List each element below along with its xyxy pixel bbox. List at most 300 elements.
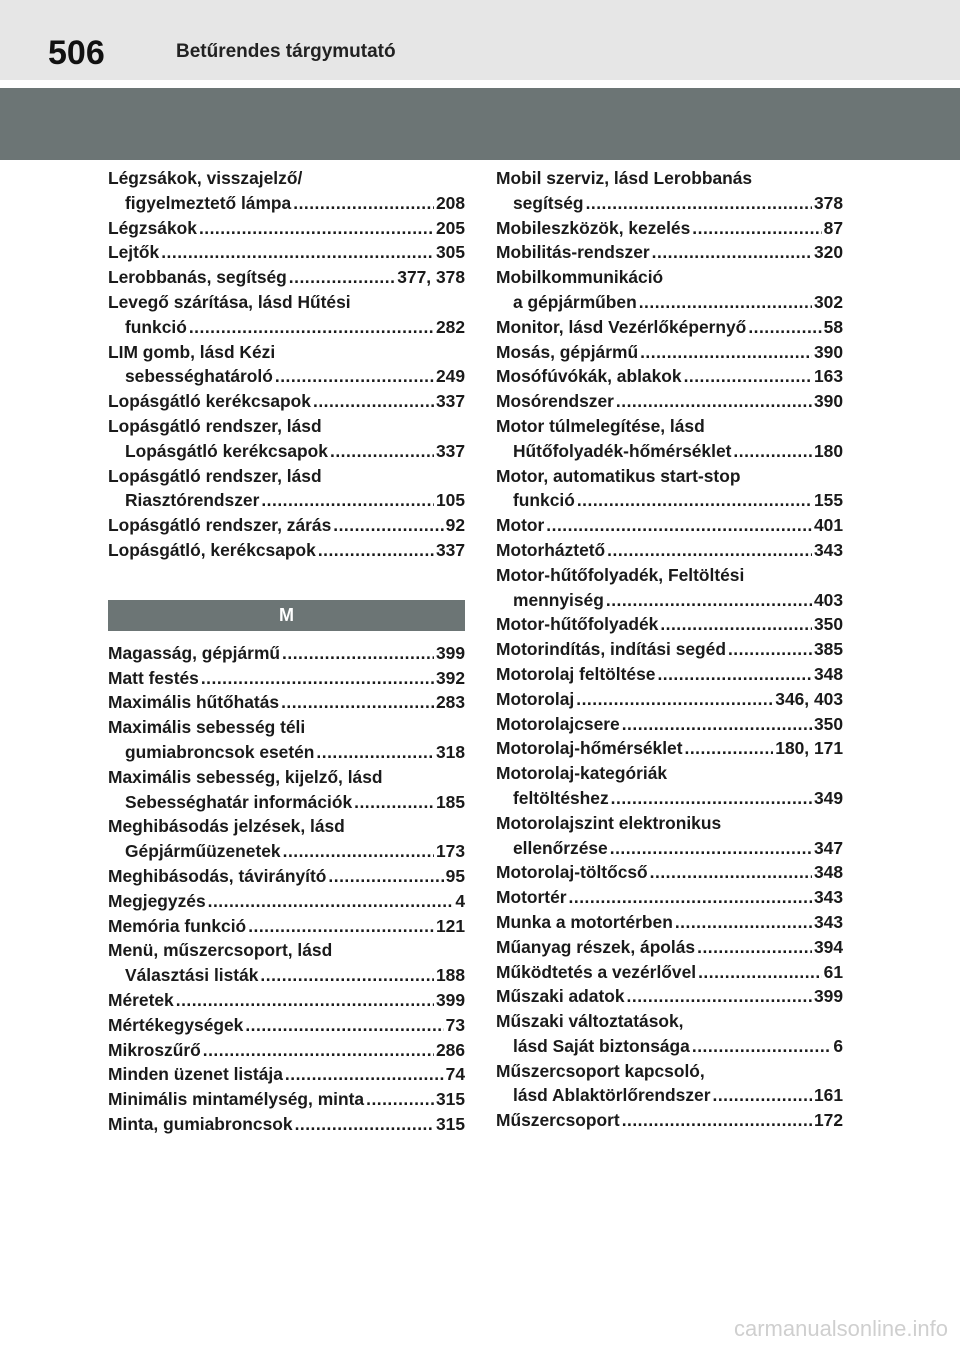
index-entry-text: Motorolajszint elektronikus (496, 812, 722, 833)
index-entry (496, 414, 843, 464)
index-entry (496, 265, 843, 315)
index-column-left (108, 166, 465, 1137)
index-entry-line (496, 736, 843, 761)
index-entry (496, 166, 843, 216)
dot-leader (733, 439, 812, 464)
index-entry-line (108, 290, 465, 315)
index-entry-line (496, 216, 843, 241)
index-entry (496, 687, 843, 712)
index-entry-line (108, 240, 465, 265)
dot-leader (161, 240, 434, 265)
index-entry-line (496, 984, 843, 1009)
index-entry-text: Riasztórendszer (125, 490, 260, 511)
index-entry (108, 1087, 465, 1112)
index-entry-line (108, 389, 465, 414)
index-entry (108, 265, 465, 290)
index-column-right (496, 166, 843, 1133)
index-entry-text: LIM gomb, lásd Kézi (108, 341, 276, 362)
index-page-ref: 163 (813, 366, 843, 387)
index-entry-line (496, 1083, 843, 1108)
index-entry (496, 240, 843, 265)
dot-leader (295, 1112, 434, 1137)
index-entry-text: Működtetés a vezérlővel (496, 961, 697, 982)
index-page-ref: 205 (435, 217, 465, 238)
index-entry-line (496, 464, 843, 489)
index-page-ref: 337 (435, 539, 465, 560)
index-entry-line (496, 1108, 843, 1133)
index-entry-text: Maximális sebesség téli (108, 717, 306, 738)
dot-leader (639, 290, 812, 315)
index-page-ref: 350 (813, 713, 843, 734)
index-entry-text: Műszercsoport (496, 1110, 620, 1131)
index-entry-line (108, 715, 465, 740)
index-page-ref: 377, 378 (397, 267, 465, 288)
dot-leader (627, 984, 812, 1009)
index-entry-text: Méretek (108, 989, 174, 1010)
index-entry-text: Motor túlmelegítése, lásd (496, 415, 705, 436)
index-entry-line (496, 910, 843, 935)
index-entry-text: Memória funkció (108, 915, 247, 936)
index-entry (496, 538, 843, 563)
index-entry (496, 612, 843, 637)
index-entry-line (108, 1112, 465, 1137)
dot-leader (692, 1034, 831, 1059)
index-entry-line (496, 265, 843, 290)
dot-leader (208, 889, 454, 914)
index-entry-text: Lejtők (108, 242, 160, 263)
index-page-ref: 399 (435, 989, 465, 1010)
dot-leader (657, 662, 812, 687)
index-entry (108, 814, 465, 864)
index-entry-line (108, 1062, 465, 1087)
index-entry-text: Maximális sebesség, kijelző, lásd (108, 766, 383, 787)
index-entry (496, 389, 843, 414)
dot-leader (283, 839, 434, 864)
index-page-ref: 302 (813, 291, 843, 312)
index-entry (496, 513, 843, 538)
index-entry-text: Műszercsoport kapcsoló, (496, 1060, 705, 1081)
index-entry-text: Magasság, gépjármű (108, 642, 281, 663)
index-page-ref: 95 (445, 865, 465, 886)
index-entry (496, 736, 843, 761)
index-entry-line (496, 389, 843, 414)
dot-leader (622, 1108, 812, 1133)
index-entry-text: Mosófúvókák, ablakok (496, 366, 682, 387)
index-entry-text: lásd Saját biztonsága (513, 1035, 690, 1056)
index-entry-text: Motor-hűtőfolyadék (496, 614, 659, 635)
index-entry-line (108, 666, 465, 691)
watermark: carmanualsonline.info (733, 1316, 948, 1341)
index-entry-text: Matt festés (108, 667, 199, 688)
index-page-ref: 390 (813, 391, 843, 412)
index-page-ref: 161 (813, 1085, 843, 1106)
index-entry-line (108, 488, 465, 513)
index-page-ref: 392 (435, 667, 465, 688)
index-page-ref: 185 (435, 791, 465, 812)
index-entry (496, 910, 843, 935)
dot-leader (569, 885, 812, 910)
index-entry-line (108, 839, 465, 864)
index-entry-text: feltöltéshez (513, 787, 609, 808)
index-entry-line (496, 1059, 843, 1084)
dot-leader (606, 588, 812, 613)
index-entry-line (108, 765, 465, 790)
index-entry-text: Lopásgátló kerékcsapok (125, 440, 328, 461)
index-page-ref: 315 (435, 1089, 465, 1110)
index-page-ref: 6 (833, 1035, 843, 1056)
dot-leader (660, 612, 812, 637)
index-entry (108, 1038, 465, 1063)
dot-leader (199, 216, 434, 241)
dot-leader (607, 538, 812, 563)
index-entry (108, 464, 465, 514)
index-entry-text: Műanyag részek, ápolás (496, 936, 696, 957)
index-entry-line (108, 315, 465, 340)
index-page-ref: 343 (813, 539, 843, 560)
index-entry-line (108, 191, 465, 216)
index-page-ref: 350 (813, 614, 843, 635)
index-entry-line (108, 439, 465, 464)
index-entry-line (108, 364, 465, 389)
dot-leader (316, 740, 434, 765)
index-entry-text: Motortér (496, 887, 567, 908)
index-page-ref: 403 (813, 589, 843, 610)
dot-leader (354, 790, 434, 815)
dot-leader (698, 960, 822, 985)
index-entry-text: Mikroszűrő (108, 1039, 201, 1060)
index-page-ref: 249 (435, 366, 465, 387)
index-entry-line (496, 538, 843, 563)
index-entry-text: Meghibásodás, távirányító (108, 865, 327, 886)
index-entry-line (496, 414, 843, 439)
index-entry-line (496, 1009, 843, 1034)
index-entry (496, 1009, 843, 1059)
section-gap (108, 563, 465, 600)
header-band (0, 88, 960, 160)
index-entry-text: gumiabroncsok esetén (125, 741, 315, 762)
dot-leader (293, 191, 434, 216)
index-entry (108, 1062, 465, 1087)
index-entry-text: Minimális mintamélység, minta (108, 1089, 365, 1110)
dot-leader (245, 1013, 443, 1038)
index-entry (496, 563, 843, 613)
index-entry-text: Műszaki változtatások, (496, 1011, 684, 1032)
index-entry-line (496, 960, 843, 985)
index-entry (108, 690, 465, 715)
index-page-ref: 320 (813, 242, 843, 263)
index-entry-text: Mosórendszer (496, 391, 614, 412)
index-entry-text: funkció (513, 490, 575, 511)
dot-leader (333, 513, 443, 538)
index-page-ref: 4 (455, 890, 465, 911)
index-list-m-continued (496, 166, 843, 1133)
index-page-ref: 349 (813, 787, 843, 808)
index-entry (496, 935, 843, 960)
index-page-ref: 343 (813, 911, 843, 932)
index-entry (496, 637, 843, 662)
dot-leader (622, 712, 812, 737)
index-entry-text: ellenőrzése (513, 837, 608, 858)
index-page-ref: 390 (813, 341, 843, 362)
index-entry-line (108, 464, 465, 489)
index-entry (496, 960, 843, 985)
index-entry-text: Minden üzenet listája (108, 1064, 283, 1085)
index-page-ref: 378 (813, 192, 843, 213)
index-entry-text: Motorolaj-kategóriák (496, 763, 668, 784)
index-entry-text: Maximális hűtőhatás (108, 692, 280, 713)
index-entry (496, 464, 843, 514)
index-entry (496, 1108, 843, 1133)
index-page-ref: 188 (435, 965, 465, 986)
dot-leader (611, 786, 812, 811)
index-entry (108, 1112, 465, 1137)
index-entry-text: Választási listák (125, 965, 259, 986)
index-page-ref: 155 (813, 490, 843, 511)
index-page-ref: 180, 171 (775, 738, 843, 759)
index-entry-line (108, 790, 465, 815)
dot-leader (577, 488, 812, 513)
index-page-ref: 87 (823, 217, 843, 238)
index-entry-line (108, 740, 465, 765)
index-entry-text: Motorolaj (496, 688, 575, 709)
index-entry (496, 216, 843, 241)
index-entry-text: Motorolaj-hőmérséklet (496, 738, 683, 759)
index-entry (108, 414, 465, 464)
page-title: Betűrendes tárgymutató (176, 41, 396, 62)
index-entry-text: segítség (513, 192, 584, 213)
index-entry-text: Lopásgátló rendszer, lásd (108, 465, 322, 486)
index-entry-line (108, 889, 465, 914)
index-entry-text: figyelmeztető lámpa (125, 192, 292, 213)
index-entry-line (496, 836, 843, 861)
index-page-ref: 343 (813, 887, 843, 908)
index-page-ref: 286 (435, 1039, 465, 1060)
index-entry (108, 938, 465, 988)
index-page-ref: 61 (823, 961, 843, 982)
index-page-ref: 399 (435, 642, 465, 663)
index-entry-text: Lopásgátló rendszer, lásd (108, 415, 322, 436)
index-entry-line (496, 488, 843, 513)
index-entry-line (496, 364, 843, 389)
page-number: 506 (48, 34, 105, 72)
index-entry-line (108, 414, 465, 439)
index-entry-line (496, 563, 843, 588)
index-entry (108, 914, 465, 939)
index-entry-line (108, 340, 465, 365)
index-page-ref: 348 (813, 663, 843, 684)
index-entry (108, 513, 465, 538)
index-entry (108, 340, 465, 390)
index-page-ref: 173 (435, 841, 465, 862)
index-entry (496, 662, 843, 687)
index-entry-line (496, 811, 843, 836)
index-entry-text: Meghibásodás jelzések, lásd (108, 816, 345, 837)
dot-leader (684, 364, 812, 389)
index-entry-line (496, 662, 843, 687)
index-entry (108, 988, 465, 1013)
dot-leader (203, 1038, 434, 1063)
section-header-m: M (108, 600, 465, 631)
dot-leader (576, 687, 773, 712)
dot-leader (685, 736, 774, 761)
index-entry-line (496, 315, 843, 340)
dot-leader (289, 265, 396, 290)
index-entry-text: Lopásgátló rendszer, zárás (108, 515, 332, 536)
index-entry-text: mennyiség (513, 589, 604, 610)
index-page-ref: 337 (435, 440, 465, 461)
index-entry-text: Levegő szárítása, lásd Hűtési (108, 291, 351, 312)
index-entry-line (108, 641, 465, 666)
dot-leader (748, 315, 821, 340)
index-page-ref: 399 (813, 986, 843, 1007)
index-entry-text: a gépjárműben (513, 291, 637, 312)
dot-leader (652, 240, 812, 265)
index-entry-line (108, 265, 465, 290)
index-entry (108, 715, 465, 765)
index-page-ref: 305 (435, 242, 465, 263)
index-entry-text: Lerobbanás, segítség (108, 267, 287, 288)
index-entry-text: Mobil szerviz, lásd Lerobbanás (496, 168, 753, 188)
dot-leader (260, 963, 434, 988)
index-entry-line (108, 513, 465, 538)
index-entry-line (496, 687, 843, 712)
index-entry-text: Minta, gumiabroncsok (108, 1113, 293, 1134)
index-entry-line (496, 712, 843, 737)
index-entry (496, 860, 843, 885)
index-entry-line (496, 860, 843, 885)
dot-leader (330, 439, 434, 464)
index-entry (496, 811, 843, 861)
index-page-ref: 92 (445, 515, 465, 536)
index-entry-line (108, 914, 465, 939)
index-entry-line (496, 240, 843, 265)
dot-leader (261, 488, 434, 513)
index-page-ref: 401 (813, 515, 843, 536)
index-entry (496, 712, 843, 737)
index-entry-text: Munka a motortérben (496, 911, 673, 932)
index-entry-line (108, 1087, 465, 1112)
index-entry-text: sebességhatároló (125, 366, 273, 387)
index-entry-line (108, 864, 465, 889)
index-entry (496, 984, 843, 1009)
index-entry-text: Motor-hűtőfolyadék, Feltöltési (496, 564, 745, 585)
index-page-ref: 121 (435, 915, 465, 936)
index-entry-text: Menü, műszercsoport, lásd (108, 940, 333, 961)
index-entry-text: funkció (125, 316, 187, 337)
index-entry-line (108, 1038, 465, 1063)
index-entry-line (108, 216, 465, 241)
index-page-ref: 180 (813, 440, 843, 461)
index-entry (108, 290, 465, 340)
index-entry-line (496, 786, 843, 811)
dot-leader (201, 666, 434, 691)
dot-leader (248, 914, 434, 939)
index-entry-text: Megjegyzés (108, 890, 206, 911)
index-entry-text: Mértékegységek (108, 1014, 244, 1035)
index-entry-text: Motorindítás, indítási segéd (496, 639, 726, 660)
index-entry-text: Gépjárműüzenetek (125, 841, 281, 862)
index-entry-line (496, 1034, 843, 1059)
index-entry (108, 864, 465, 889)
index-page-ref: 283 (435, 692, 465, 713)
index-entry-line (496, 612, 843, 637)
header-bar (0, 0, 960, 80)
index-entry-text: Monitor, lásd Vezérlőképernyő (496, 316, 747, 337)
index-entry (496, 761, 843, 811)
index-entry-line (108, 166, 465, 191)
index-entry (496, 340, 843, 365)
index-entry-line (108, 988, 465, 1013)
dot-leader (282, 641, 434, 666)
index-page-ref: 58 (823, 316, 843, 337)
index-entry (108, 240, 465, 265)
index-entry-line (108, 938, 465, 963)
index-page-ref: 337 (435, 391, 465, 412)
index-entry (108, 1013, 465, 1038)
index-entry-text: lásd Ablaktörlőrendszer (513, 1085, 711, 1106)
index-page-ref: 347 (813, 837, 843, 858)
index-page-ref: 318 (435, 741, 465, 762)
index-entry-line (108, 538, 465, 563)
index-entry-text: Lopásgátló kerékcsapok (108, 391, 311, 412)
index-page-ref: 394 (813, 936, 843, 957)
index-entry (108, 166, 465, 216)
index-entry-line (108, 690, 465, 715)
dot-leader (546, 513, 812, 538)
dot-leader (313, 389, 434, 414)
index-entry-text: Műszaki adatok (496, 986, 625, 1007)
index-entry-line (496, 290, 843, 315)
index-entry (108, 641, 465, 666)
index-entry (496, 364, 843, 389)
index-entry-text: Sebességhatár információk (125, 791, 353, 812)
index-page-ref: 315 (435, 1113, 465, 1134)
dot-leader (616, 389, 812, 414)
index-entry-text: Motorolajcsere (496, 713, 620, 734)
index-page-ref: 348 (813, 862, 843, 883)
dot-leader (610, 836, 812, 861)
index-entry-text: Mobilkommunikáció (496, 267, 664, 288)
index-entry-line (108, 814, 465, 839)
index-entry-line (496, 340, 843, 365)
dot-leader (697, 935, 812, 960)
index-entry-line (496, 637, 843, 662)
dot-leader (712, 1083, 812, 1108)
index-entry-text: Légzsákok, visszajelző/ (108, 168, 303, 188)
index-entry-text: Motorolaj feltöltése (496, 663, 656, 684)
index-entry (108, 389, 465, 414)
index-page-ref: 208 (435, 192, 465, 213)
index-entry (108, 216, 465, 241)
dot-leader (692, 216, 821, 241)
dot-leader (728, 637, 812, 662)
index-entry-line (108, 1013, 465, 1038)
index-entry-line (496, 588, 843, 613)
index-entry-line (496, 935, 843, 960)
dot-leader (281, 690, 434, 715)
index-entry-text: Motorháztető (496, 539, 606, 560)
index-entry-line (496, 166, 843, 191)
dot-leader (650, 860, 812, 885)
index-page-ref: 73 (445, 1014, 465, 1035)
index-entry (496, 885, 843, 910)
index-entry-text: Motorolaj-töltőcső (496, 862, 648, 883)
index-entry (496, 315, 843, 340)
index-entry (108, 765, 465, 815)
dot-leader (318, 538, 434, 563)
index-entry (108, 538, 465, 563)
index-entry-line (496, 513, 843, 538)
